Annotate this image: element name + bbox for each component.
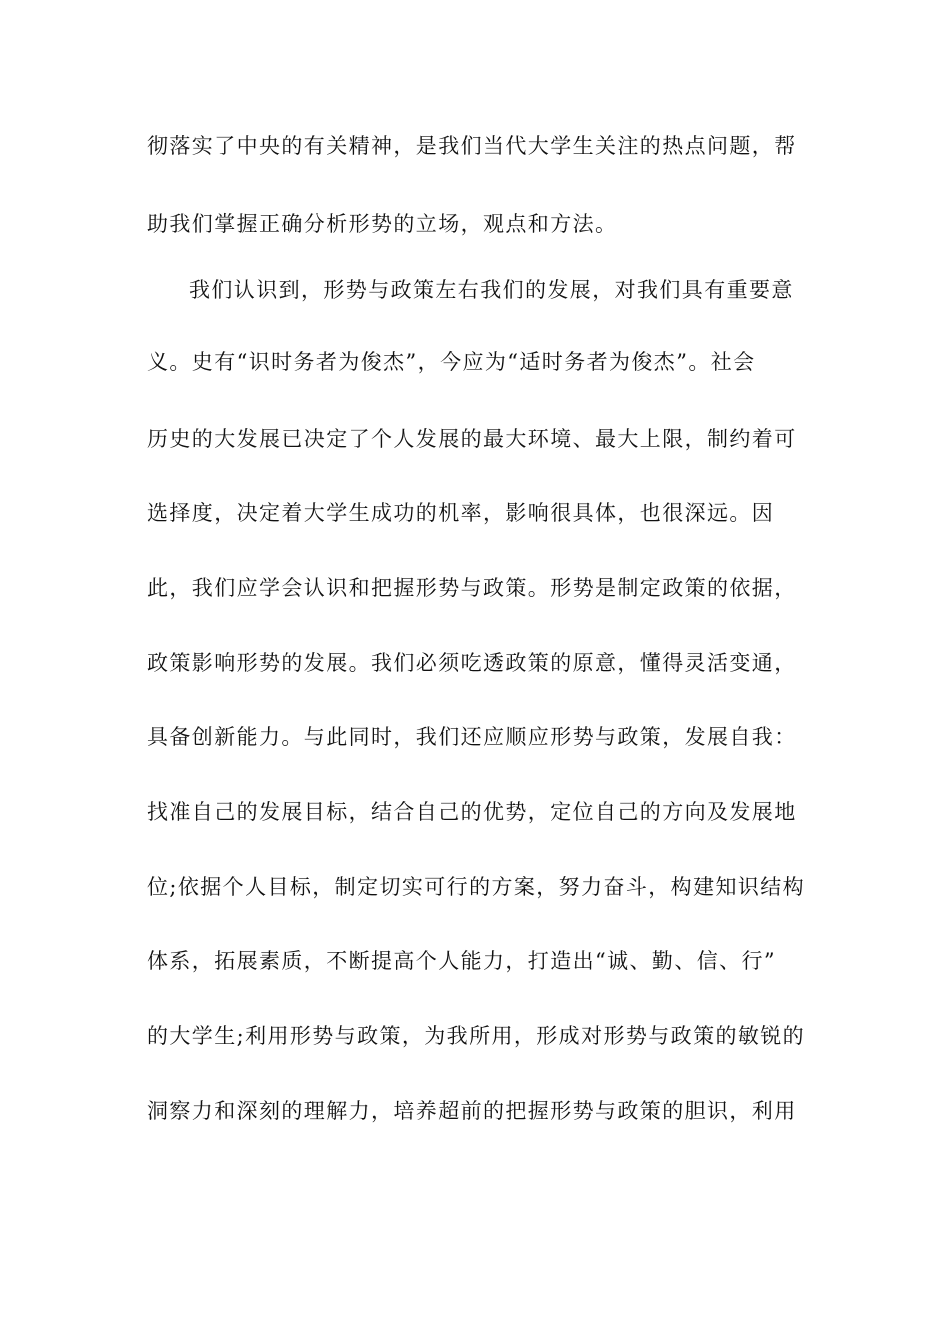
text-line: 此，我们应学会认识和把握形势与政策。形势是制定政策的依据， [147, 576, 797, 600]
text-line: 的大学生;利用形势与政策，为我所用，形成对形势与政策的敏锐的 [147, 1024, 806, 1048]
text-line: 义。史有“识时务者为俊杰”，今应为“适时务者为俊杰”。社会 [147, 350, 756, 374]
text-line: 历史的大发展已决定了个人发展的最大环境、最大上限，制约着可 [147, 427, 797, 451]
text-line: 助我们掌握正确分析形势的立场，观点和方法。 [147, 212, 618, 236]
text-line: 选择度，决定着大学生成功的机率，影响很具体，也很深远。因 [147, 501, 775, 525]
text-line: 政策影响形势的发展。我们必须吃透政策的原意，懂得灵活变通， [147, 651, 797, 675]
paragraph-first-line: 我们认识到，形势与政策左右我们的发展，对我们具有重要意 [189, 278, 794, 302]
text-line: 洞察力和深刻的理解力，培养超前的把握形势与政策的胆识，利用 [147, 1099, 797, 1123]
text-line: 位;依据个人目标，制定切实可行的方案，努力奋斗，构建知识结构 [147, 875, 806, 899]
text-line: 具备创新能力。与此同时，我们还应顺应形势与政策，发展自我： [147, 725, 797, 749]
text-line: 找准自己的发展目标，结合自己的优势，定位自己的方向及发展地 [147, 800, 797, 824]
text-line: 体系，拓展素质，不断提高个人能力，打造出“诚、勤、信、行” [147, 949, 777, 973]
text-line: 彻落实了中央的有关精神，是我们当代大学生关注的热点问题，帮 [147, 134, 797, 158]
